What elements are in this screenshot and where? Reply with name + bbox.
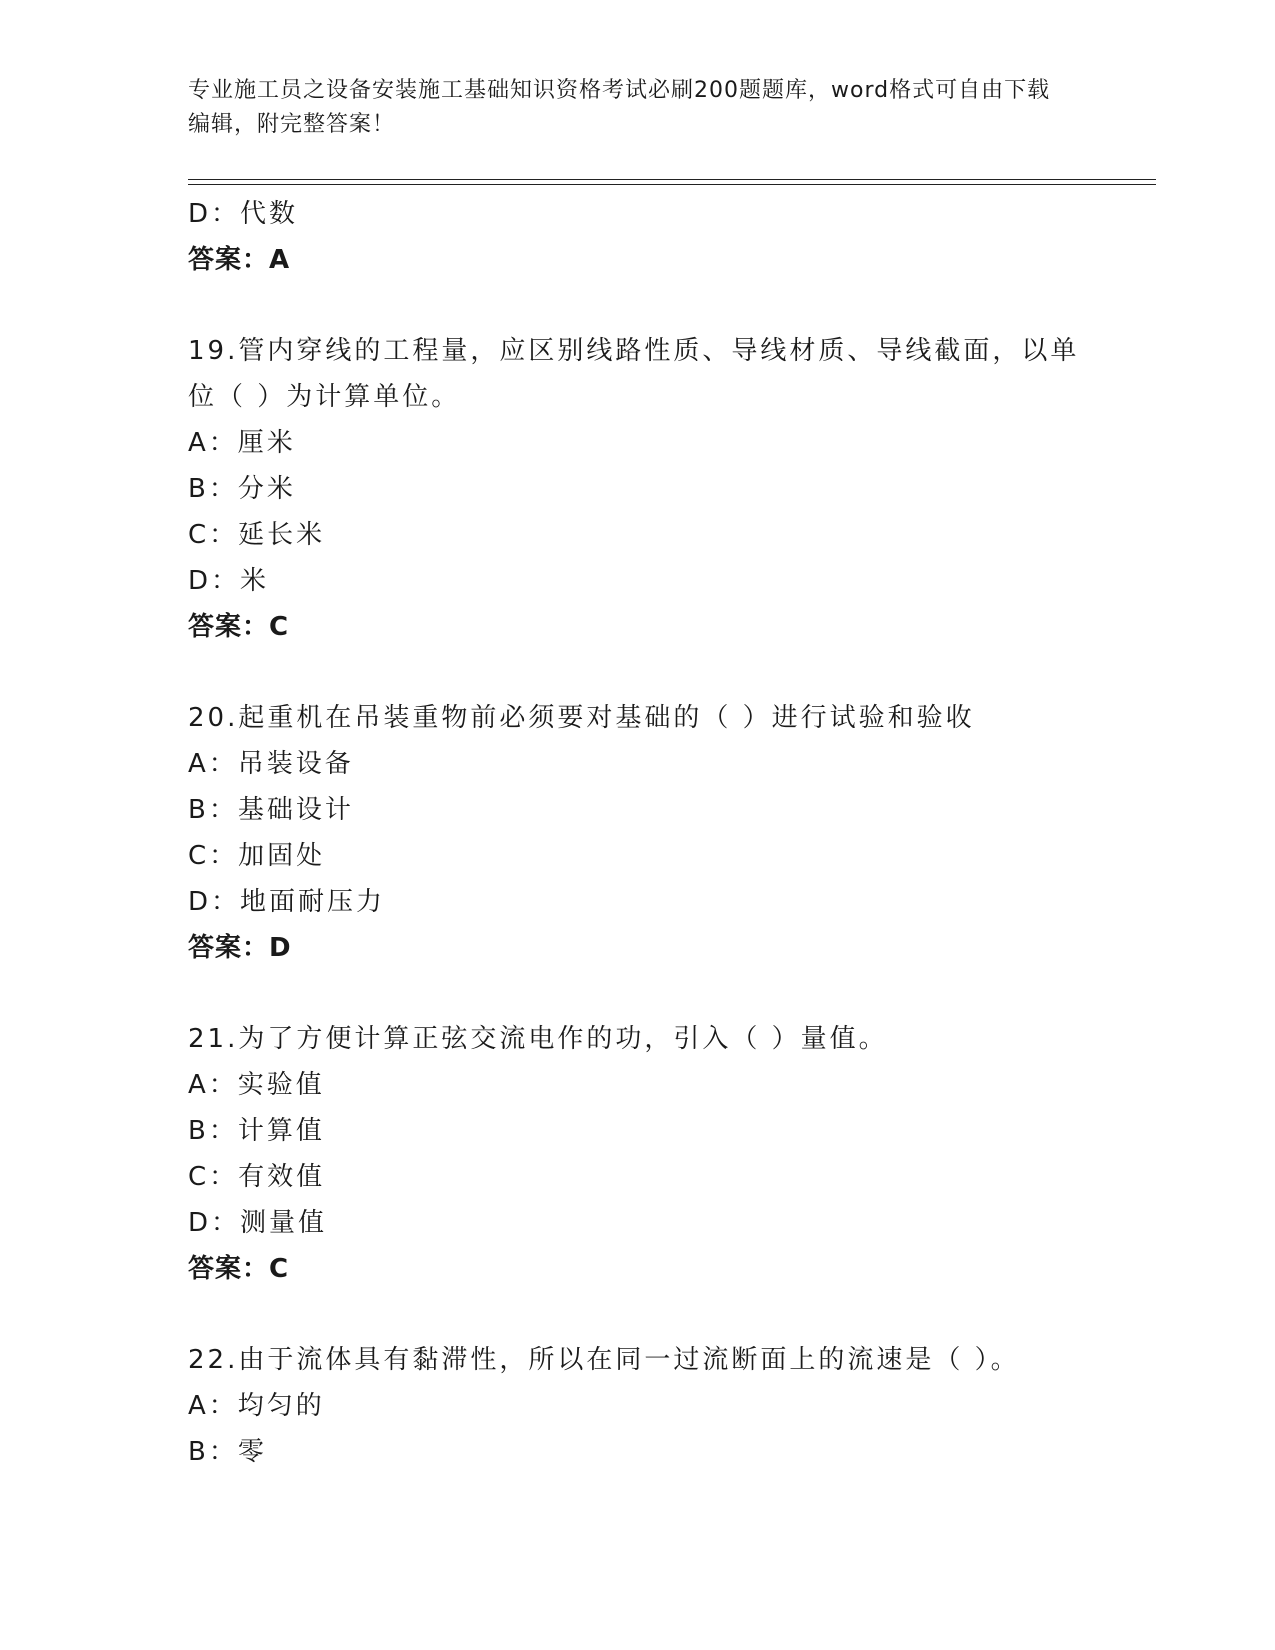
option-b: B：分米 — [188, 474, 296, 504]
option-c: C：有效值 — [188, 1162, 326, 1192]
option-c: C：加固处 — [188, 841, 326, 871]
question-text: 19.管内穿线的工程量，应区别线路性质、导线材质、导线截面，以单 — [188, 336, 1080, 366]
document-header: 专业施工员之设备安装施工基础知识资格考试必刷200题题库，word格式可自由下载编辑，附完整答案！ — [188, 78, 1051, 137]
option-c: C：延长米 — [188, 520, 326, 550]
answer-line: 答案：C — [188, 1254, 290, 1284]
answer-line: 答案：D — [188, 933, 292, 963]
question-text: 22.由于流体具有黏滞性，所以在同一过流断面上的流速是（ ）。 — [188, 1345, 1020, 1375]
answer-line: 答案：C — [188, 612, 290, 642]
option-d: D：米 — [188, 566, 270, 596]
question-21 — [188, 1016, 1088, 1292]
option-a: A：厘米 — [188, 428, 296, 458]
question-20 — [188, 695, 1088, 971]
question-text-continued: 位（ ）为计算单位。 — [188, 382, 461, 412]
previous-question-tail — [188, 191, 1088, 283]
option-d: D：地面耐压力 — [188, 887, 386, 917]
option-a: A：吊装设备 — [188, 749, 354, 779]
question-text: 21.为了方便计算正弦交流电作的功，引入（ ）量值。 — [188, 1024, 888, 1054]
header-divider-top — [188, 179, 1156, 180]
question-content — [188, 191, 1088, 1475]
header-divider-bottom — [188, 184, 1156, 185]
option-a: A：均匀的 — [188, 1391, 325, 1421]
answer-line: 答案：A — [188, 245, 291, 275]
question-19 — [188, 328, 1088, 650]
option-b: B：零 — [188, 1437, 267, 1467]
question-22 — [188, 1337, 1088, 1475]
option-b: B：基础设计 — [188, 795, 354, 825]
question-text: 20.起重机在吊装重物前必须要对基础的（ ）进行试验和验收 — [188, 703, 975, 733]
option-d: D：代数 — [188, 199, 299, 229]
option-a: A：实验值 — [188, 1070, 325, 1100]
option-d: D：测量值 — [188, 1208, 328, 1238]
option-b: B：计算值 — [188, 1116, 325, 1146]
